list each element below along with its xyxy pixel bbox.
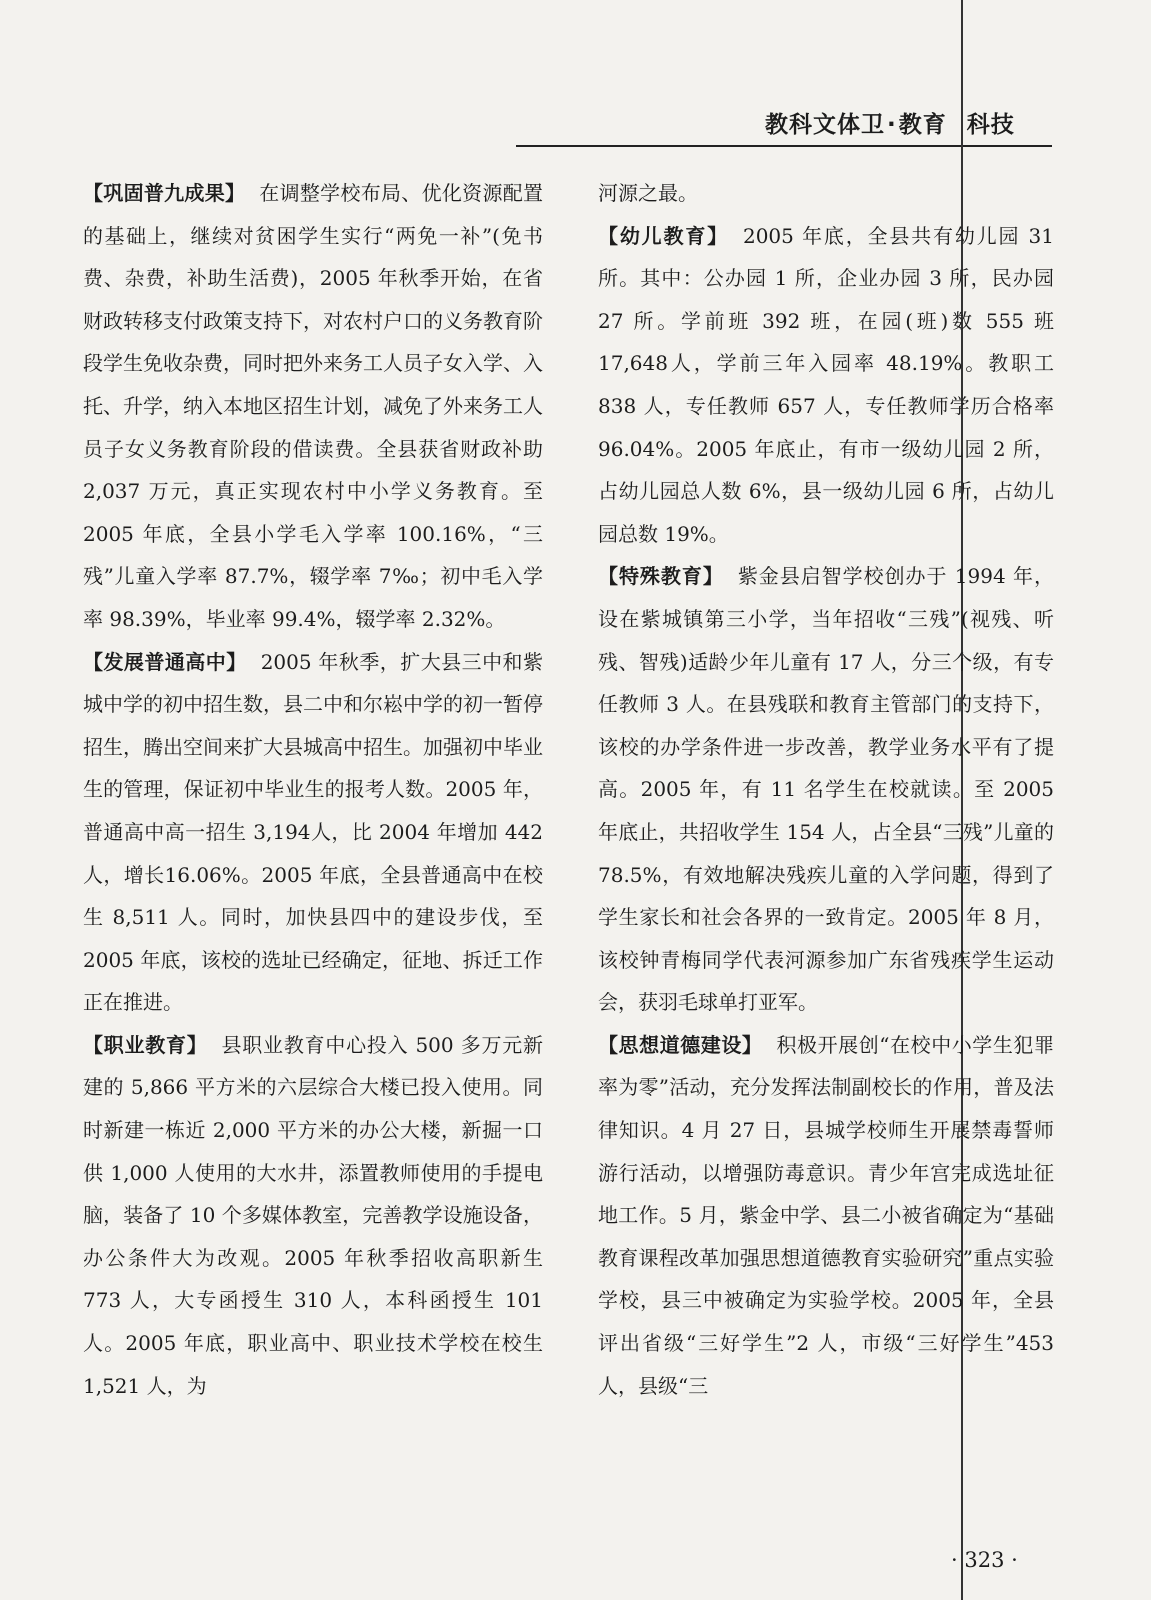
paragraph-text: 县职业教育中心投入 500 多万元新建的 5,866 平方米的六层综合大楼已投入使用。同时新建一栋近 2,000 平方米的办公大楼，新掘一口供 1,000 人使用的大水井，添置教师使用的手提电脑，装备了 10 个多媒体教室，完善教学设施设备，办公条件大为改观。2005 年秋季招收高职新生 773 人，大专函授生 310 人，本科函授生 101 人。2005 年底，职业高中、职业技术学校在校生 1,521 人，为 bbox=[83, 1032, 544, 1398]
paragraph-keyword: 【巩固普九成果】 bbox=[83, 181, 246, 205]
header-separator: · bbox=[887, 112, 897, 138]
header-category: 教科文体卫 bbox=[765, 112, 885, 138]
paragraph-text: 2005 年秋季，扩大县三中和紫城中学的初中招生数，县二中和尔崧中学的初一暂停招生，腾出空间来扩大县城高中招生。加强初中毕业生的管理，保证初中毕业生的报考人数。2005 年，普通高中高一招生 3,194人，比 2004 年增加 442 人，增长16.06%。2005 年底，全县普通高中在校生 8,511 人。同时，加快县四中的建设步伐，至 2005 年底，该校的选址已经确定，征地、拆迁工作正在推进。 bbox=[83, 649, 543, 1015]
paragraph-keyword: 【特殊教育】 bbox=[598, 564, 724, 589]
paragraph-text: 紫金县启智学校创办于 1994 年，设在紫城镇第三小学，当年招收“三残”(视残、听残、智残)适龄少年儿童有 17 人，分三个级，有专任教师 3 人。在县残联和教育主管部门的支持下，该校的办学条件进一步改善，教学业务水平有了提高。2005 年，有 11 名学生在校就读。至 2005 年底止，共招收学生 154 人，占全县“三残”儿童的 78.5%，有效地解决残疾儿童的入学问题，得到了学生家长和社会各界的一致肯定。2005 年 8 月，该校钟青梅同学代表河源参加广东省残疾学生运动会，获羽毛球单打亚军。 bbox=[598, 564, 1054, 1015]
paragraph-preschool-education bbox=[598, 215, 1054, 556]
header-section: 教育 bbox=[898, 112, 947, 138]
header-subsection: 科技 bbox=[966, 112, 1015, 138]
paragraph-keyword: 【思想道德建设】 bbox=[598, 1032, 763, 1057]
paragraph-text: 积极开展创“在校中小学生犯罪率为零”活动，充分发挥法制副校长的作用，普及法律知识。4 月 27 日，县城学校师生开展禁毒誓师游行活动，以增强防毒意识。青少年宫完成选址征地工作。5 月，紫金中学、县二小被省确定为“基础教育课程改革加强思想道德教育实验研究”重点实验学校，县三中被确定为实验学校。2005 年，全县评出省级“三好学生”2 人，市级“三好学生”453 人，县级“三 bbox=[598, 1032, 1054, 1398]
paragraph-high-school bbox=[83, 641, 543, 1024]
header-rule bbox=[516, 145, 1052, 147]
paragraph-keyword: 【幼儿教育】 bbox=[598, 223, 729, 248]
paragraph-text: 河源之最。 bbox=[598, 181, 698, 205]
paragraph-continuation bbox=[598, 172, 1054, 215]
paragraph-keyword: 【职业教育】 bbox=[83, 1032, 208, 1057]
right-column bbox=[598, 172, 1054, 1407]
paragraph-moral-education bbox=[598, 1024, 1054, 1407]
page-number: · 323 · bbox=[951, 1548, 1018, 1572]
paragraph-consolidate-compulsory-education bbox=[83, 172, 543, 641]
paragraph-text: 2005 年底，全县共有幼儿园 31 所。其中：公办园 1 所，企业办园 3 所，民办园 27 所。学前班 392 班，在园(班)数 555 班 17,648人，学前三年入园率 48.19%。教职工 838 人，专任教师 657 人，专任教师学历合格率 96.04%。2005 年底止，有市一级幼儿园 2 所，占幼儿园总人数 6%，县一级幼儿园 6 所，占幼儿园总数 19%。 bbox=[598, 223, 1055, 546]
paragraph-keyword: 【发展普通高中】 bbox=[83, 649, 247, 674]
running-header bbox=[765, 106, 1015, 139]
paragraph-vocational-education bbox=[83, 1024, 543, 1407]
left-column bbox=[83, 172, 543, 1407]
paragraph-special-education bbox=[598, 555, 1054, 1024]
paragraph-text: 在调整学校布局、优化资源配置的基础上，继续对贫困学生实行“两免一补”(免书费、杂费，补助生活费)，2005 年秋季开始，在省财政转移支付政策支持下，对农村户口的义务教育阶段学生免收杂费，同时把外来务工人员子女入学、入托、升学，纳入本地区招生计划，减免了外来务工人员子女义务教育阶段的借读费。全县获省财政补助 2,037 万元，真正实现农村中小学义务教育。至 2005 年底，全县小学毛入学率 100.16%，“三残”儿童入学率 87.7%，辍学率 7‰；初中毛入学率 98.39%，毕业率 99.4%，辍学率 2.32%。 bbox=[83, 181, 544, 631]
